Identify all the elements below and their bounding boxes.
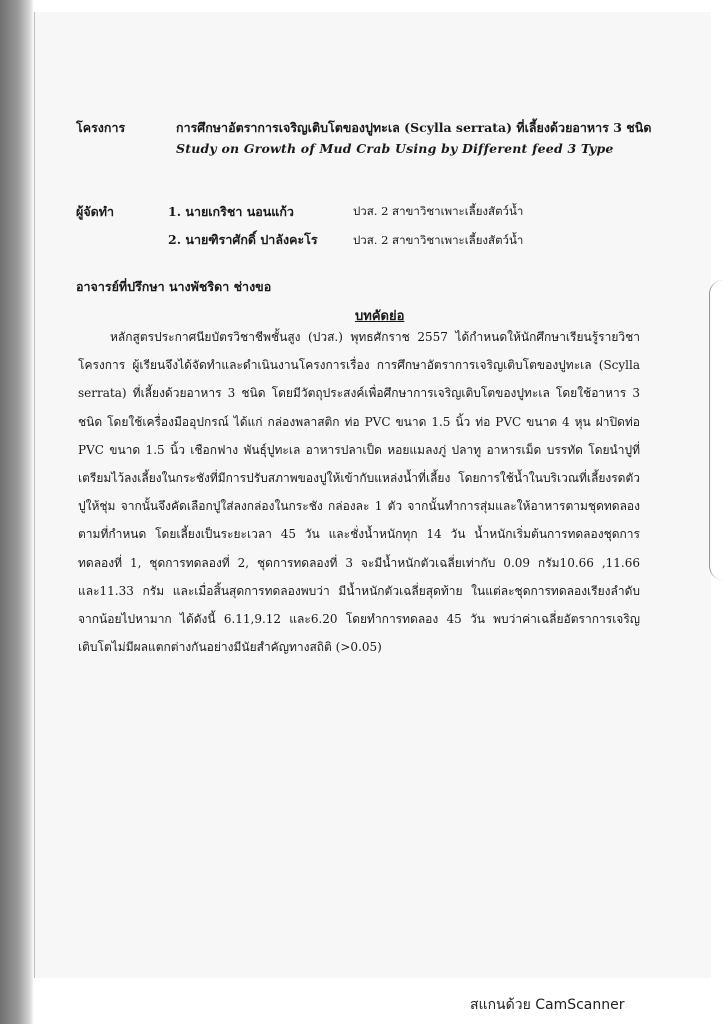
abstract-body [78, 323, 640, 661]
page-curl [709, 280, 724, 580]
scanner-left-edge [0, 0, 34, 1024]
author-affiliation-2: ปวส. 2 สาขาวิชาเพาะเลี้ยงสัตว์น้ำ [353, 233, 524, 247]
abstract-text: หลักสูตรประกาศนียบัตรวิชาชีพชั้นสูง (ปวส.) พุทธศักราช 2557 ได้กำหนดให้นักศึกษาเรียนรู้รายวิชาโครงการ ผู้เรียนจึงได้จัดทำและดำเนินงานโครงการเรื่อง การศึกษาอัตราการเจริญเติบโตของปูทะเล (Scylla serrata) ที่เลี้ยงด้วยอาหาร 3 ชนิด โดยมีวัตถุประสงค์เพื่อศึกษาการเจริญเติบโตของปูทะเล โดยใช้อาหาร 3 ชนิด โดยใช้เครื่องมืออุปกรณ์ ได้แก่ กล่องพลาสติก ท่อ PVC ขนาด 1.5 นิ้ว ท่อ PVC ขนาด 4 หุน ฝาปิดท่อ PVC ขนาด 1.5 นิ้ว เชือกฟาง พันธุ์ปูทะเล อาหารปลาเป็ด หอยแมลงภู่ ปลาทู อาหารเม็ด บรรทัด โดยนำปูที่เตรียมไว้ลงเลี้ยงในกระชังที่มีการปรับสภาพของปูให้เข้ากับแหล่งน้ำที่เลี้ยง โดยการใช้น้ำในบริเวณที่เลี้ยงรดตัวปูให้ชุ่ม จากนั้นจึงคัดเลือกปูใส่ลงกล่องในกระชัง กล่องละ 1 ตัว จากนั้นทำการสุ่มและให้อาหารตามชุดทดลองตามที่กำหนด โดยเลี้ยงเป็นระยะเวลา 45 วัน และชั่งน้ำหนักทุก 14 วัน น้ำหนักเริ่มต้นการทดลองชุดการทดลองที่ 1, ชุดการทดลองที่ 2, ชุดการทดลองที่ 3 จะมีน้ำหนักตัวเฉลี่ยเท่ากับ 0.09 กรัม10.66 ,11.66 และ11.33 กรัม และเมื่อสิ้นสุดการทดลองพบว่า มีน้ำหนักตัวเฉลี่ยสุดท้าย ในแต่ละชุดการทดลองเรียงลำดับจากน้อยไปหามาก ได้ดังนี้ 6.11,9.12 และ6.20 โดยทำการทดลอง 45 วัน พบว่าค่าเฉลี่ยอัตราการเจริญเติบโตไม่มีผลแตกต่างกันอย่างมีนัยสำคัญทางสถิติ (>0.05) [78, 330, 640, 655]
advisor-line: อาจารย์ที่ปรึกษา นางพัชริดา ช่างขอ [76, 279, 272, 294]
author-name-2: 2. นายฑิราศักดิ์ ปาลังคะโร [168, 232, 318, 247]
project-label: โครงการ [76, 120, 126, 135]
authors-label: ผู้จัดทำ [76, 204, 115, 219]
project-title-thai: การศึกษาอัตราการเจริญเติบโตของปูทะเล (Scylla serrata) ที่เลี้ยงด้วยอาหาร 3 ชนิด [176, 120, 652, 135]
author-name-1: 1. นายเกริชา นอนแก้ว [168, 204, 294, 219]
project-title-english: Study on Growth of Mud Crab Using by Different feed 3 Type [176, 141, 614, 156]
camscanner-watermark: สแกนด้วย CamScanner [470, 997, 625, 1013]
abstract-heading: บทคัดย่อ [355, 309, 405, 324]
author-affiliation-1: ปวส. 2 สาขาวิชาเพาะเลี้ยงสัตว์น้ำ [353, 204, 524, 218]
